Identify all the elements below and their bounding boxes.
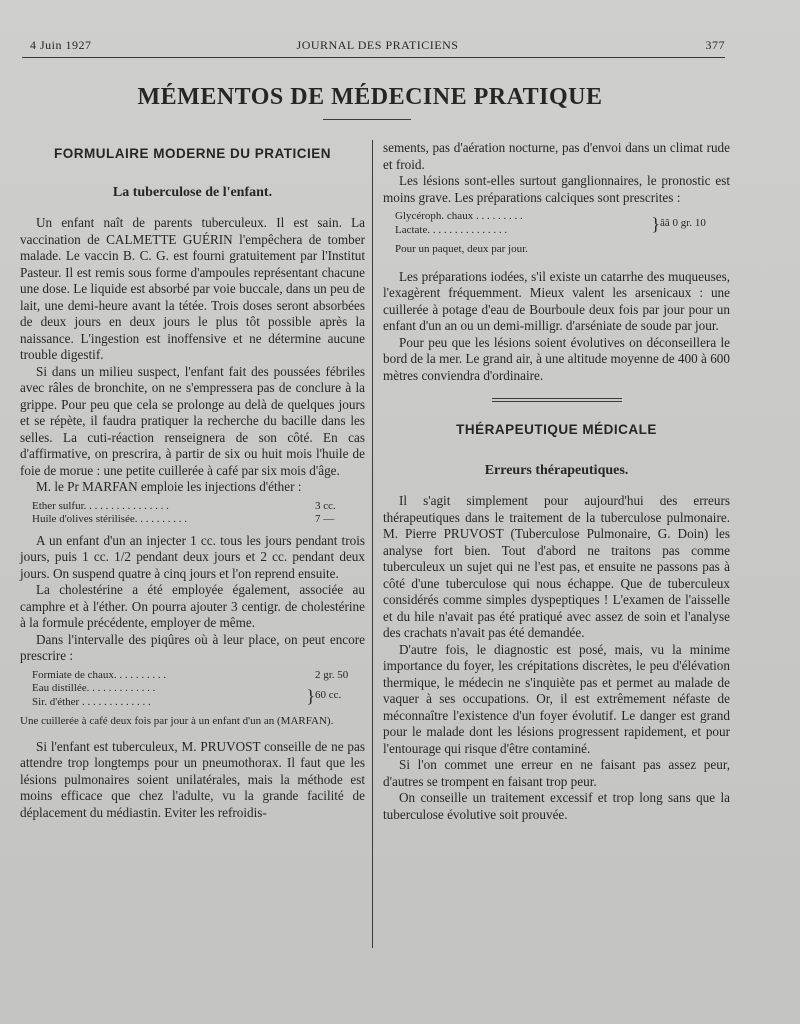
formula-ingredient: Lactate. . . . . . . . . . . . . . . [395,223,508,236]
paragraph: Les lésions sont-elles surtout ganglionnaires, le pronostic est moins grave. Les préparations calciques sont prescrites : [383,173,730,205]
page-number: 377 [705,38,725,52]
formula-quantity: 3 cc. [315,499,336,512]
formula-quantity: 60 cc. [315,688,342,701]
paragraph: M. le Pr MARFAN emploie les injections d'éther : [36,479,302,494]
formula-ingredient: Eau distillée. . . . . . . . . . . . . [32,682,156,694]
formula-quantity: 2 gr. 50 [315,668,349,681]
formula-row [32,500,365,514]
paragraph: Les préparations iodées, s'il existe un catarrhe des muqueuses, l'exagèrent fréquemment. Mieux valent les arsenicaux : une cuillerée à potage d'eau de Bourboule deux fois par jour pour un enfant d'un an ou un demi-milligr. d'arséniate de soude par jour. [383,268,730,333]
section-heading-formulaire: FORMULAIRE MODERNE DU PRATICIEN [54,146,331,161]
paragraph: Dans l'intervalle des piqûres où à leur place, on peut encore prescrire : [20,631,365,663]
brace-glyph: } [306,685,315,706]
formula-row [32,513,365,527]
formula-group-names [32,682,304,709]
formula-ingredient: Glycéroph. chaux . . . . . . . . . [395,210,523,222]
section-heading-therapeutique: THÉRAPEUTIQUE MÉDICALE [456,422,657,437]
formula-group-names [395,210,649,237]
right-column [383,140,730,823]
paragraph: Si l'on commet une erreur en ne faisant pas assez peur, d'autres se trompent en faisant trop peur. [383,757,730,789]
issue-date: 4 Juin 1927 [30,38,92,52]
paragraph: Il s'agit simplement pour aujourd'hui des erreurs thérapeutiques dans le traitement de la tuberculose pulmonaire. M. Pierre PRUVOST (Tuberculose Pulmonaire, G. Doin) les analyse fort bien. Tout d'abord ne traitons pas comme tuberculeux un sujet qui ne l'est pas, et ensuite ne passons pas à côté d'une tuberculose qui nous échappe. Que de tuberculeux considérés comme simples dyspeptiques ! L'examen de l'aisselle et du hile n'avait pas été pratiqué avec assez de soin et l'analyse des crachats n'avait pas été demandée. [383,493,730,640]
section-divider [492,398,622,402]
running-header [30,38,725,56]
paragraph: La cholestérine a été employée également, associée au camphre et à l'éther. On pourra ajouter 3 centigr. de cholestérine à la formule précédente, employer de même. [20,582,365,630]
formula-ingredient: Formiate de chaux. . . . . . . . . . [32,668,167,681]
header-rule [22,57,725,58]
formula-ingredient: Ether sulfur. . . . . . . . . . . . . . . . [32,499,169,512]
formula-ingredient: Huile d'olives stérilisée. . . . . . . . . . [32,513,188,525]
left-column [20,140,365,821]
paragraph: Un enfant naît de parents tuberculeux. Il est sain. La vaccination de CALMETTE GUÉRIN l'empêchera de tomber malade. Le vaccin B. C. G. est fourni gratuitement par l'Institut Pasteur. Il est remis sous forme d'ampoules représentant chacune une dose. Le liquide est absorbé par voie buccale, dans un peu de lait, une demi-heure avant la tétée. Trois doses seront absorbées de deux jours en deux jours le plus tôt possible après la naissance. L'ingestion est inoffensive et ne détermine aucune trouble digestif. [20,215,365,362]
title-rule [323,119,411,120]
paragraph: D'autre fois, le diagnostic est posé, mais, vu la minime importance du foyer, les crépitations discrètes, le peu d'élévation thermique, le médecin ne s'inquiète pas et permet au malade de vaquer à ses occupations. Or, il est extrêmement néfaste de méconnaître l'existence d'un foyer évolutif. Le danger est grand pour le malade dont les lésions progressent rapidement, et pour l'entourage qui risque d'être contaminé. [383,641,730,756]
paragraph: sements, pas d'aération nocturne, pas d'envoi dans un climat rude et froid. [383,140,730,172]
formula-quantity: ââ 0 gr. 10 [660,216,706,229]
formula-ether [32,500,365,527]
formula-calcique [395,210,730,257]
paragraph: A un enfant d'un an injecter 1 cc. tous les jours pendant trois jours, puis 1 cc. 1/2 pendant deux jours et 2 cc. pendant deux jours. On suspend quatre à cinq jours et l'on reprend ensuite. [20,532,365,581]
page-title: MÉMENTOS DE MÉDECINE PRATIQUE [137,84,603,110]
formula-quantity: 7 — [315,513,335,525]
subsection-heading-tuberculose: La tuberculose de l'enfant. [112,184,273,200]
column-divider [372,140,373,948]
paragraph: On conseille un traitement excessif et trop long sans que la tuberculose évolutive soit prouvée. [383,790,730,822]
formula-note: Pour un paquet, deux par jour. [395,243,528,255]
brace-glyph: } [651,213,660,234]
formula-group [32,682,365,709]
formula-row [32,669,365,683]
journal-name: JOURNAL DES PRATICIENS [296,38,459,52]
formula-ingredient: Sir. d'éther . . . . . . . . . . . . . [32,695,151,708]
paragraph: Si dans un milieu suspect, l'enfant fait des poussées fébriles avec râles de bronchite, on ne s'empressera pas de conclure à la grippe. Pour peu que cela se prolonge au delà de quelques jours et se répète, il faudra pratiquer la recherche du bacille dans les selles. La cuti-réaction renseignera de son côté. En cas d'affirmative, on prescrira, à partir de six ou huit mois l'huile de foie de morue : une petite cuillerée à café par six mois d'âge. [20,363,365,478]
paragraph: Pour peu que les lésions soient évolutives on déconseillera le bord de la mer. Le grand air, à une altitude moyenne de 400 à 600 mètres conviendra d'ordinaire. [383,334,730,383]
formula-chaux [32,669,365,710]
paragraph: Si l'enfant est tuberculeux, M. PRUVOST conseille de ne pas attendre trop longtemps pour un pneumothorax. Il faut que les lésions pulmonaires soient unilatérales, mais la méthode est moins efficace que chez l'adulte, vu la grande facilité de déplacement du médiastin. Eviter les refroidis- [20,738,365,820]
subsection-heading-erreurs: Erreurs thérapeutiques. [484,462,629,478]
formula-group [395,210,730,237]
formula-note: Une cuillerée à café deux fois par jour à un enfant d'un an (MARFAN). [20,715,334,727]
